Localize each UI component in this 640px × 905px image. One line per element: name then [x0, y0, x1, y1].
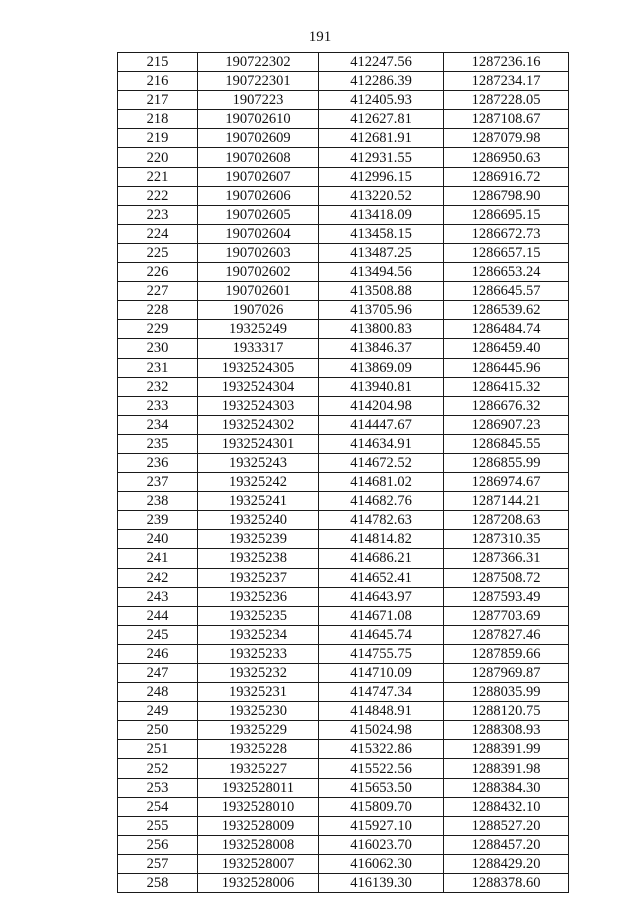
point-number-cell: 217	[118, 91, 198, 110]
y-coordinate-cell: 1288457.20	[444, 835, 569, 854]
point-id-cell: 19325229	[198, 721, 319, 740]
point-id-cell: 19325228	[198, 740, 319, 759]
point-number-cell: 247	[118, 664, 198, 683]
y-coordinate-cell: 1288391.99	[444, 740, 569, 759]
x-coordinate-cell: 412627.81	[319, 110, 444, 129]
x-coordinate-cell: 414848.91	[319, 702, 444, 721]
point-id-cell: 19325232	[198, 664, 319, 683]
point-number-cell: 243	[118, 587, 198, 606]
point-id-cell: 190702603	[198, 243, 319, 262]
point-id-cell: 1932528011	[198, 778, 319, 797]
table-row	[118, 320, 569, 339]
y-coordinate-cell: 1287144.21	[444, 492, 569, 511]
y-coordinate-cell: 1288527.20	[444, 816, 569, 835]
y-coordinate-cell: 1286974.67	[444, 473, 569, 492]
point-number-cell: 245	[118, 625, 198, 644]
table-row	[118, 587, 569, 606]
point-id-cell: 1907223	[198, 91, 319, 110]
x-coordinate-cell: 414447.67	[319, 415, 444, 434]
point-id-cell: 19325242	[198, 473, 319, 492]
x-coordinate-cell: 414681.02	[319, 473, 444, 492]
table-row	[118, 243, 569, 262]
x-coordinate-cell: 415927.10	[319, 816, 444, 835]
table-row	[118, 167, 569, 186]
table-row	[118, 186, 569, 205]
point-id-cell: 190702605	[198, 205, 319, 224]
y-coordinate-cell: 1286916.72	[444, 167, 569, 186]
table-row	[118, 473, 569, 492]
x-coordinate-cell: 413487.25	[319, 243, 444, 262]
table-row	[118, 91, 569, 110]
table-row	[118, 683, 569, 702]
point-number-cell: 241	[118, 549, 198, 568]
y-coordinate-cell: 1286855.99	[444, 453, 569, 472]
y-coordinate-cell: 1286539.62	[444, 301, 569, 320]
x-coordinate-cell: 416139.30	[319, 874, 444, 893]
point-id-cell: 19325233	[198, 644, 319, 663]
y-coordinate-cell: 1286907.23	[444, 415, 569, 434]
table-row	[118, 549, 569, 568]
point-number-cell: 251	[118, 740, 198, 759]
x-coordinate-cell: 413418.09	[319, 205, 444, 224]
table-row	[118, 492, 569, 511]
table-row	[118, 778, 569, 797]
point-id-cell: 190702610	[198, 110, 319, 129]
point-number-cell: 256	[118, 835, 198, 854]
y-coordinate-cell: 1286798.90	[444, 186, 569, 205]
x-coordinate-cell: 412681.91	[319, 129, 444, 148]
point-id-cell: 1932524301	[198, 434, 319, 453]
x-coordinate-cell: 414645.74	[319, 625, 444, 644]
point-id-cell: 190702606	[198, 186, 319, 205]
y-coordinate-cell: 1287228.05	[444, 91, 569, 110]
y-coordinate-cell: 1288384.30	[444, 778, 569, 797]
point-id-cell: 190702608	[198, 148, 319, 167]
point-number-cell: 221	[118, 167, 198, 186]
point-number-cell: 250	[118, 721, 198, 740]
y-coordinate-cell: 1287234.17	[444, 72, 569, 91]
table-row	[118, 282, 569, 301]
table-row	[118, 816, 569, 835]
x-coordinate-cell: 414710.09	[319, 664, 444, 683]
x-coordinate-cell: 414782.63	[319, 511, 444, 530]
point-id-cell: 1932528008	[198, 835, 319, 854]
table-row	[118, 339, 569, 358]
table-row	[118, 664, 569, 683]
point-number-cell: 236	[118, 453, 198, 472]
point-number-cell: 242	[118, 568, 198, 587]
point-number-cell: 237	[118, 473, 198, 492]
x-coordinate-cell: 414643.97	[319, 587, 444, 606]
point-number-cell: 216	[118, 72, 198, 91]
point-id-cell: 190702604	[198, 224, 319, 243]
point-number-cell: 234	[118, 415, 198, 434]
point-id-cell: 19325227	[198, 759, 319, 778]
y-coordinate-cell: 1288308.93	[444, 721, 569, 740]
x-coordinate-cell: 413220.52	[319, 186, 444, 205]
point-id-cell: 190702601	[198, 282, 319, 301]
point-id-cell: 19325237	[198, 568, 319, 587]
table-row	[118, 110, 569, 129]
point-number-cell: 252	[118, 759, 198, 778]
point-number-cell: 215	[118, 53, 198, 72]
y-coordinate-cell: 1286657.15	[444, 243, 569, 262]
y-coordinate-cell: 1286484.74	[444, 320, 569, 339]
point-id-cell: 19325239	[198, 530, 319, 549]
point-number-cell: 228	[118, 301, 198, 320]
point-number-cell: 258	[118, 874, 198, 893]
point-id-cell: 1932524302	[198, 415, 319, 434]
y-coordinate-cell: 1287310.35	[444, 530, 569, 549]
y-coordinate-cell: 1287859.66	[444, 644, 569, 663]
point-id-cell: 19325231	[198, 683, 319, 702]
y-coordinate-cell: 1287079.98	[444, 129, 569, 148]
x-coordinate-cell: 413940.81	[319, 377, 444, 396]
table-row	[118, 854, 569, 873]
y-coordinate-cell: 1287108.67	[444, 110, 569, 129]
point-id-cell: 19325240	[198, 511, 319, 530]
table-row	[118, 721, 569, 740]
x-coordinate-cell: 412247.56	[319, 53, 444, 72]
x-coordinate-cell: 415653.50	[319, 778, 444, 797]
y-coordinate-cell: 1286415.32	[444, 377, 569, 396]
x-coordinate-cell: 412996.15	[319, 167, 444, 186]
point-id-cell: 1932524304	[198, 377, 319, 396]
y-coordinate-cell: 1288120.75	[444, 702, 569, 721]
point-number-cell: 227	[118, 282, 198, 301]
table-row	[118, 797, 569, 816]
x-coordinate-cell: 414747.34	[319, 683, 444, 702]
table-row	[118, 72, 569, 91]
y-coordinate-cell: 1287703.69	[444, 606, 569, 625]
x-coordinate-cell: 414672.52	[319, 453, 444, 472]
point-id-cell: 1932528006	[198, 874, 319, 893]
x-coordinate-cell: 413508.88	[319, 282, 444, 301]
x-coordinate-cell: 412931.55	[319, 148, 444, 167]
point-id-cell: 19325243	[198, 453, 319, 472]
point-number-cell: 219	[118, 129, 198, 148]
point-number-cell: 244	[118, 606, 198, 625]
y-coordinate-cell: 1286695.15	[444, 205, 569, 224]
point-number-cell: 240	[118, 530, 198, 549]
point-id-cell: 190702602	[198, 263, 319, 282]
point-id-cell: 1932528007	[198, 854, 319, 873]
x-coordinate-cell: 413458.15	[319, 224, 444, 243]
x-coordinate-cell: 415322.86	[319, 740, 444, 759]
point-number-cell: 222	[118, 186, 198, 205]
table-row	[118, 358, 569, 377]
table-row	[118, 740, 569, 759]
point-number-cell: 225	[118, 243, 198, 262]
point-id-cell: 1907026	[198, 301, 319, 320]
point-number-cell: 218	[118, 110, 198, 129]
y-coordinate-cell: 1288378.60	[444, 874, 569, 893]
table-row	[118, 263, 569, 282]
x-coordinate-cell: 412405.93	[319, 91, 444, 110]
table-row	[118, 625, 569, 644]
point-id-cell: 1932528010	[198, 797, 319, 816]
point-number-cell: 238	[118, 492, 198, 511]
y-coordinate-cell: 1286950.63	[444, 148, 569, 167]
table-row	[118, 396, 569, 415]
point-id-cell: 19325241	[198, 492, 319, 511]
y-coordinate-cell: 1287593.49	[444, 587, 569, 606]
x-coordinate-cell: 413494.56	[319, 263, 444, 282]
x-coordinate-cell: 414634.91	[319, 434, 444, 453]
point-id-cell: 190722302	[198, 53, 319, 72]
x-coordinate-cell: 414682.76	[319, 492, 444, 511]
x-coordinate-cell: 413869.09	[319, 358, 444, 377]
y-coordinate-cell: 1287827.46	[444, 625, 569, 644]
point-id-cell: 19325238	[198, 549, 319, 568]
y-coordinate-cell: 1287969.87	[444, 664, 569, 683]
point-id-cell: 190702609	[198, 129, 319, 148]
x-coordinate-cell: 414755.75	[319, 644, 444, 663]
point-number-cell: 246	[118, 644, 198, 663]
table-row	[118, 129, 569, 148]
table-row	[118, 53, 569, 72]
table-row	[118, 759, 569, 778]
x-coordinate-cell: 416023.70	[319, 835, 444, 854]
point-id-cell: 190702607	[198, 167, 319, 186]
x-coordinate-cell: 415809.70	[319, 797, 444, 816]
table-row	[118, 835, 569, 854]
point-number-cell: 239	[118, 511, 198, 530]
table-row	[118, 568, 569, 587]
table-row	[118, 644, 569, 663]
y-coordinate-cell: 1288432.10	[444, 797, 569, 816]
table-row	[118, 530, 569, 549]
point-id-cell: 19325236	[198, 587, 319, 606]
table-row	[118, 434, 569, 453]
y-coordinate-cell: 1286459.40	[444, 339, 569, 358]
point-number-cell: 255	[118, 816, 198, 835]
point-number-cell: 253	[118, 778, 198, 797]
table-row	[118, 511, 569, 530]
point-number-cell: 223	[118, 205, 198, 224]
x-coordinate-cell: 413800.83	[319, 320, 444, 339]
table-row	[118, 205, 569, 224]
page-number: 191	[308, 29, 332, 45]
coordinate-table	[117, 52, 569, 893]
x-coordinate-cell: 415024.98	[319, 721, 444, 740]
point-number-cell: 249	[118, 702, 198, 721]
y-coordinate-cell: 1287366.31	[444, 549, 569, 568]
y-coordinate-cell: 1286672.73	[444, 224, 569, 243]
point-number-cell: 220	[118, 148, 198, 167]
x-coordinate-cell: 416062.30	[319, 854, 444, 873]
point-id-cell: 1932528009	[198, 816, 319, 835]
x-coordinate-cell: 414814.82	[319, 530, 444, 549]
table-row	[118, 377, 569, 396]
y-coordinate-cell: 1286845.55	[444, 434, 569, 453]
table-row	[118, 148, 569, 167]
table-row	[118, 301, 569, 320]
point-id-cell: 1932524303	[198, 396, 319, 415]
x-coordinate-cell: 414204.98	[319, 396, 444, 415]
point-id-cell: 1932524305	[198, 358, 319, 377]
x-coordinate-cell: 414686.21	[319, 549, 444, 568]
y-coordinate-cell: 1287208.63	[444, 511, 569, 530]
point-number-cell: 224	[118, 224, 198, 243]
point-number-cell: 232	[118, 377, 198, 396]
point-number-cell: 226	[118, 263, 198, 282]
y-coordinate-cell: 1288429.20	[444, 854, 569, 873]
x-coordinate-cell: 413846.37	[319, 339, 444, 358]
x-coordinate-cell: 413705.96	[319, 301, 444, 320]
point-id-cell: 19325234	[198, 625, 319, 644]
table-row	[118, 874, 569, 893]
table-row	[118, 606, 569, 625]
point-number-cell: 235	[118, 434, 198, 453]
y-coordinate-cell: 1286645.57	[444, 282, 569, 301]
point-id-cell: 1933317	[198, 339, 319, 358]
x-coordinate-cell: 412286.39	[319, 72, 444, 91]
coordinate-table-body	[118, 53, 569, 893]
point-number-cell: 248	[118, 683, 198, 702]
point-number-cell: 229	[118, 320, 198, 339]
table-row	[118, 702, 569, 721]
y-coordinate-cell: 1287508.72	[444, 568, 569, 587]
y-coordinate-cell: 1286653.24	[444, 263, 569, 282]
point-id-cell: 19325235	[198, 606, 319, 625]
x-coordinate-cell: 415522.56	[319, 759, 444, 778]
table-row	[118, 415, 569, 434]
y-coordinate-cell: 1286445.96	[444, 358, 569, 377]
point-id-cell: 190722301	[198, 72, 319, 91]
x-coordinate-cell: 414652.41	[319, 568, 444, 587]
y-coordinate-cell: 1288035.99	[444, 683, 569, 702]
point-id-cell: 19325230	[198, 702, 319, 721]
point-number-cell: 231	[118, 358, 198, 377]
point-number-cell: 254	[118, 797, 198, 816]
y-coordinate-cell: 1287236.16	[444, 53, 569, 72]
table-row	[118, 453, 569, 472]
y-coordinate-cell: 1286676.32	[444, 396, 569, 415]
y-coordinate-cell: 1288391.98	[444, 759, 569, 778]
point-number-cell: 230	[118, 339, 198, 358]
x-coordinate-cell: 414671.08	[319, 606, 444, 625]
point-number-cell: 257	[118, 854, 198, 873]
table-row	[118, 224, 569, 243]
point-number-cell: 233	[118, 396, 198, 415]
point-id-cell: 19325249	[198, 320, 319, 339]
